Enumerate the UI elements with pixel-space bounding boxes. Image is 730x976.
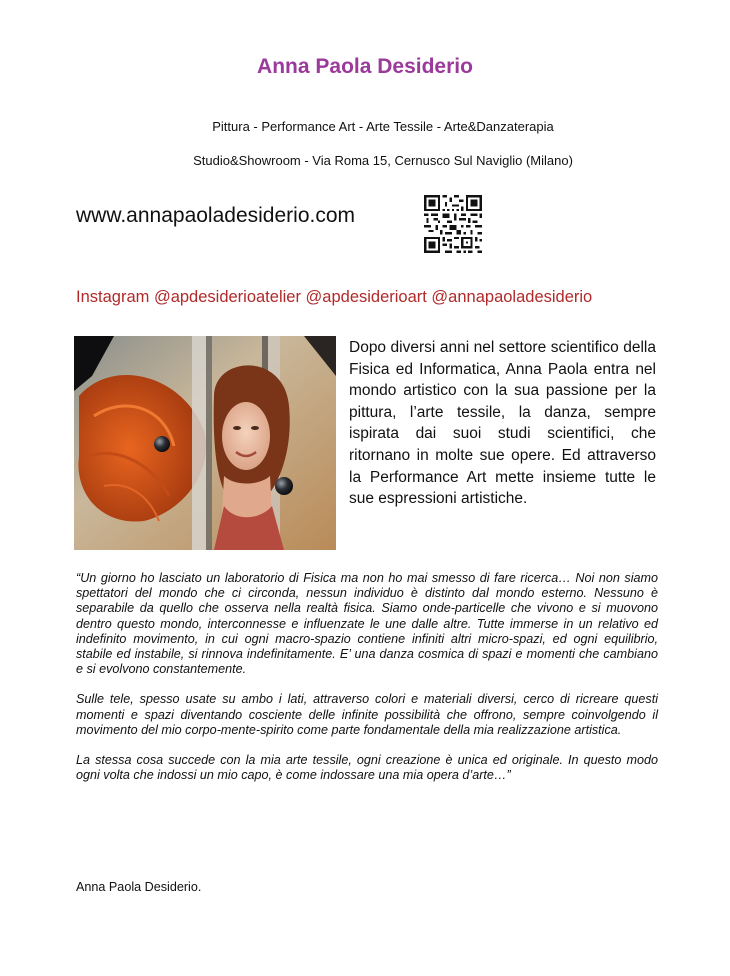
statement-paragraph-1: “Un giorno ho lasciato un laboratorio di Fisica ma non ho mai smesso di fare ricerca… Noi non siamo spettatori del mondo che ci circonda, nessun individuo è distinto dal mondo esterno. Nessuno è separabile da quello che osserva nella realtà fisica. Siamo onde-particelle che vivono e si muovono dentro questo mondo, interconnesse e influenzate le une dalle altre. Tutte immerse in un relativo ed indefinito movimento, in cui ogni macro-spazio contiene infiniti altri micro-spazi, ed ogni equilibrio, stabile ed instabile, si rinnova indefinitamente. E’ una danza cosmica di spazi e momenti che cambiano e si evolvono constantemente. <box>76 571 658 677</box>
artist-photo <box>74 336 336 550</box>
instagram-handles[interactable]: Instagram @apdesiderioatelier @apdesiderioart @annapaoladesiderio <box>76 288 593 306</box>
website-link[interactable]: www.annapaoladesiderio.com <box>76 204 355 227</box>
studio-address: Studio&Showroom - Via Roma 15, Cernusco Sul Naviglio (Milano) <box>193 153 573 168</box>
artist-statement <box>76 571 658 798</box>
statement-paragraph-3: La stessa cosa succede con la mia arte tessile, ogni creazione è unica ed originale. In questo modo ogni volta che indossi un mio capo, è come indossare una mia opera d’arte…” <box>76 753 658 783</box>
disciplines-line: Pittura - Performance Art - Arte Tessile - Arte&Danzaterapia <box>212 119 554 134</box>
signature: Anna Paola Desiderio. <box>76 880 202 894</box>
artist-bio: Dopo diversi anni nel settore scientifico della Fisica ed Informatica, Anna Paola entra nel mondo artistico con la sua passione per la pittura, l’arte tessile, la danza, sempre ispirata dai suoi studi scientifici, che ritornano in molte sue opere. Ed attraverso la Performance Art mette insieme tutte le sue espressioni artistiche. <box>349 339 656 508</box>
qr-code-icon[interactable] <box>424 195 482 253</box>
statement-paragraph-2: Sulle tele, spesso usate su ambo i lati, attraverso colori e materiali diversi, cerco di ricreare questi momenti e spazi diventando cosciente delle infinite possibilità che offrono, sempre coinvolgendo il movimento del mio corpo-mente-spirito come parte fondamentale della mia realizzazione artistica. <box>76 692 658 737</box>
page-title: Anna Paola Desiderio <box>257 55 473 78</box>
